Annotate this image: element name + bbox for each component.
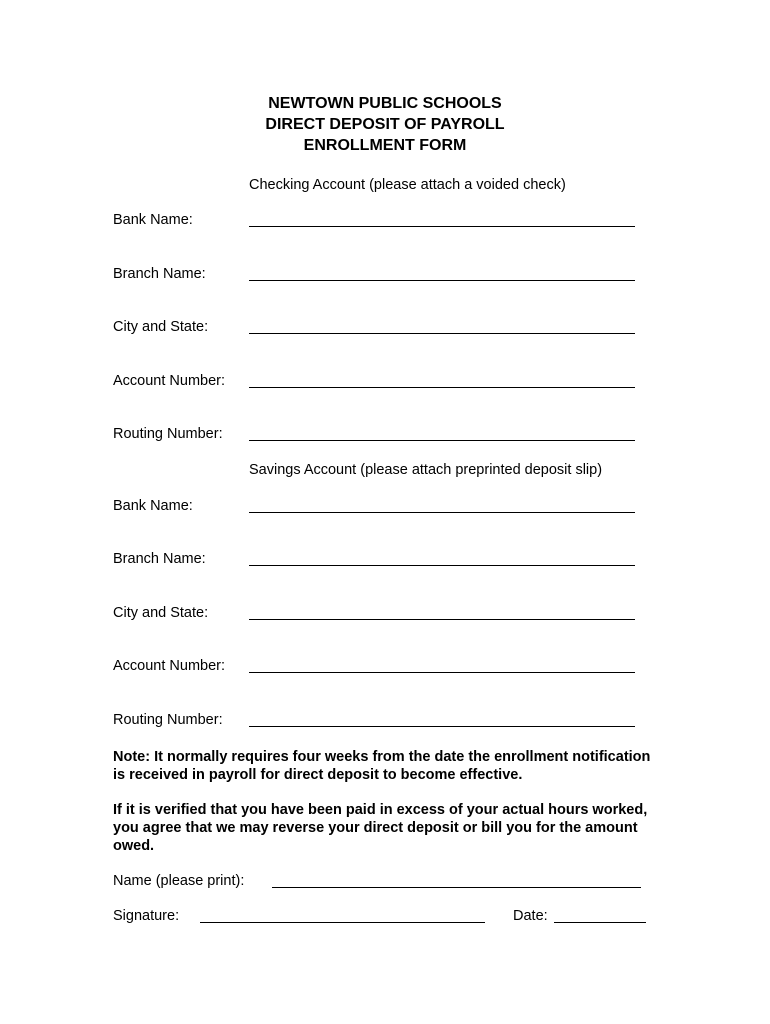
title-line-1: NEWTOWN PUBLIC SCHOOLS [268,95,502,112]
savings-city-state-label: City and State: [113,605,209,621]
checking-branch-name-field[interactable] [249,280,635,281]
name-print-label: Name (please print): [113,873,245,889]
title-line-3: ENROLLMENT FORM [303,137,467,154]
checking-routing-number-label: Routing Number: [113,426,223,442]
checking-city-state-label: City and State: [113,319,209,335]
signature-label: Signature: [113,908,180,924]
form-title [0,93,770,156]
savings-city-state-field[interactable] [249,619,635,620]
checking-bank-name-label: Bank Name: [113,212,193,228]
checking-bank-name-field[interactable] [249,226,635,227]
savings-account-number-label: Account Number: [113,658,226,674]
overpayment-note: If it is verified that you have been paid in excess of your actual hours worked, you agree that we may reverse your direct deposit or bill you for the amount owed. [113,802,648,854]
savings-branch-name-field[interactable] [249,565,635,566]
savings-routing-number-field[interactable] [249,726,635,727]
checking-account-number-field[interactable] [249,387,635,388]
checking-section-title: Checking Account (please attach a voided check) [249,177,566,193]
date-label: Date: [513,908,548,924]
signature-field[interactable] [200,922,485,923]
processing-time-note: Note: It normally requires four weeks from the date the enrollment notification is received in payroll for direct deposit to become effective. [113,749,651,783]
date-field[interactable] [554,922,646,923]
checking-branch-name-label: Branch Name: [113,266,206,282]
savings-bank-name-field[interactable] [249,512,635,513]
checking-city-state-field[interactable] [249,333,635,334]
savings-routing-number-label: Routing Number: [113,712,223,728]
title-line-2: DIRECT DEPOSIT OF PAYROLL [265,116,505,133]
name-print-field[interactable] [272,887,641,888]
savings-bank-name-label: Bank Name: [113,498,193,514]
savings-section-title: Savings Account (please attach preprinted deposit slip) [249,462,603,478]
checking-account-number-label: Account Number: [113,373,226,389]
savings-account-number-field[interactable] [249,672,635,673]
savings-branch-name-label: Branch Name: [113,551,206,567]
checking-routing-number-field[interactable] [249,440,635,441]
